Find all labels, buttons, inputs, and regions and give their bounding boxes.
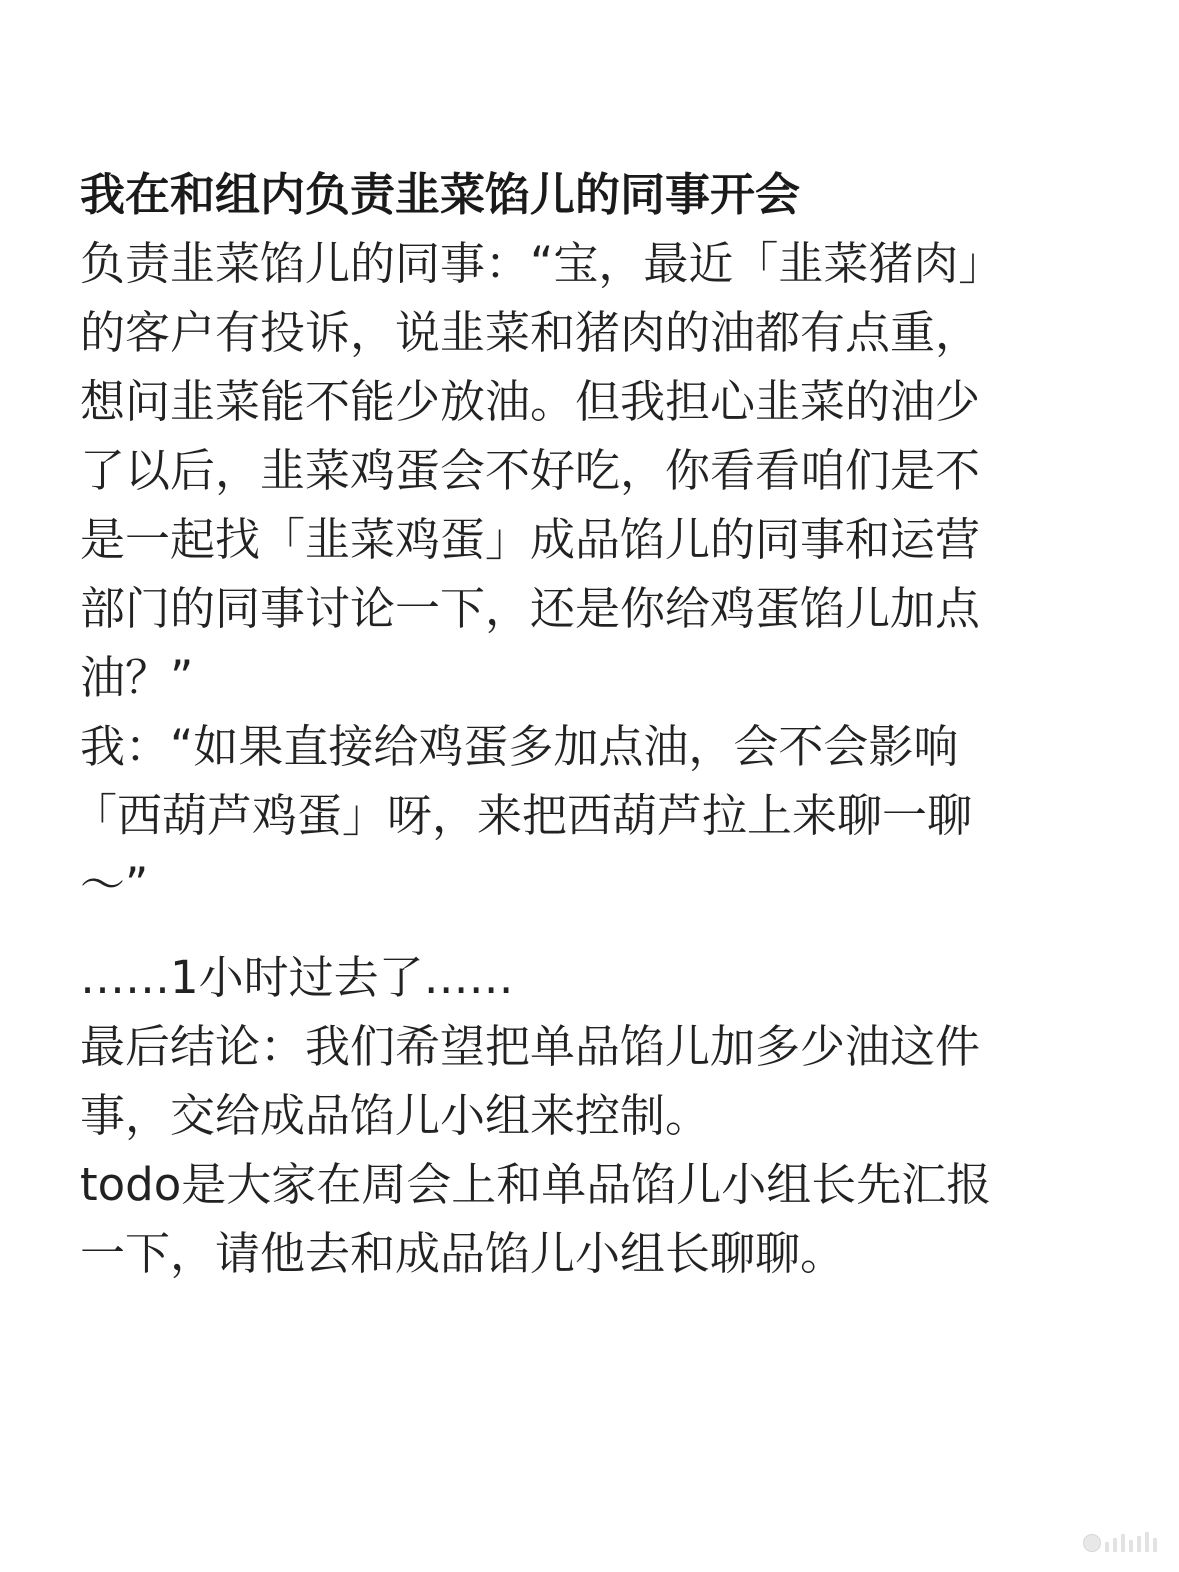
- post-line: 是一起找「韭菜鸡蛋」成品馅儿的同事和运营: [80, 513, 981, 566]
- post-body: [72, 160, 1100, 1288]
- watermark-mark: [1153, 1538, 1157, 1552]
- post-line: 一下，请他去和成品馅儿小组长聊聊。: [80, 1227, 846, 1280]
- post-line: ～”: [80, 858, 149, 911]
- watermark-mark: [1129, 1540, 1133, 1552]
- watermark-mark: [1105, 1542, 1109, 1552]
- post-line: 「西葫芦鸡蛋」呀，来把西葫芦拉上来聊一聊: [72, 789, 973, 842]
- post-line: 事，交给成品馅儿小组来控制。: [80, 1089, 711, 1142]
- post-line: 部门的同事讨论一下，还是你给鸡蛋馅儿加点: [80, 582, 981, 635]
- post-line: 的客户有投诉，说韭菜和猪肉的油都有点重，: [80, 306, 981, 359]
- post-line: 想问韭菜能不能少放油。但我担心韭菜的油少: [80, 375, 981, 428]
- post-line: 负责韭菜馅儿的同事：“宝，最近「韭菜猪肉」: [80, 237, 1004, 290]
- logo-icon: [1083, 1534, 1101, 1552]
- watermark-mark: [1121, 1534, 1125, 1552]
- post-line: 油？”: [80, 651, 194, 704]
- watermark-mark: [1145, 1532, 1149, 1552]
- post-line: 我：“如果直接给鸡蛋多加点油，会不会影响: [80, 720, 959, 773]
- watermark-mark: [1113, 1538, 1117, 1552]
- post-line: todo是大家在周会上和单品馅儿小组长先汇报: [80, 1158, 992, 1211]
- post-line: ……1小时过去了……: [80, 951, 514, 1004]
- paragraph-gap: [80, 919, 1100, 943]
- post-line: 了以后，韭菜鸡蛋会不好吃，你看看咱们是不: [80, 444, 981, 497]
- post-title: 我在和组内负责韭菜馅儿的同事开会: [80, 168, 801, 221]
- watermark-logo: [1049, 1530, 1157, 1552]
- watermark-mark: [1137, 1536, 1141, 1552]
- post-line: 最后结论：我们希望把单品馅儿加多少油这件: [80, 1020, 981, 1073]
